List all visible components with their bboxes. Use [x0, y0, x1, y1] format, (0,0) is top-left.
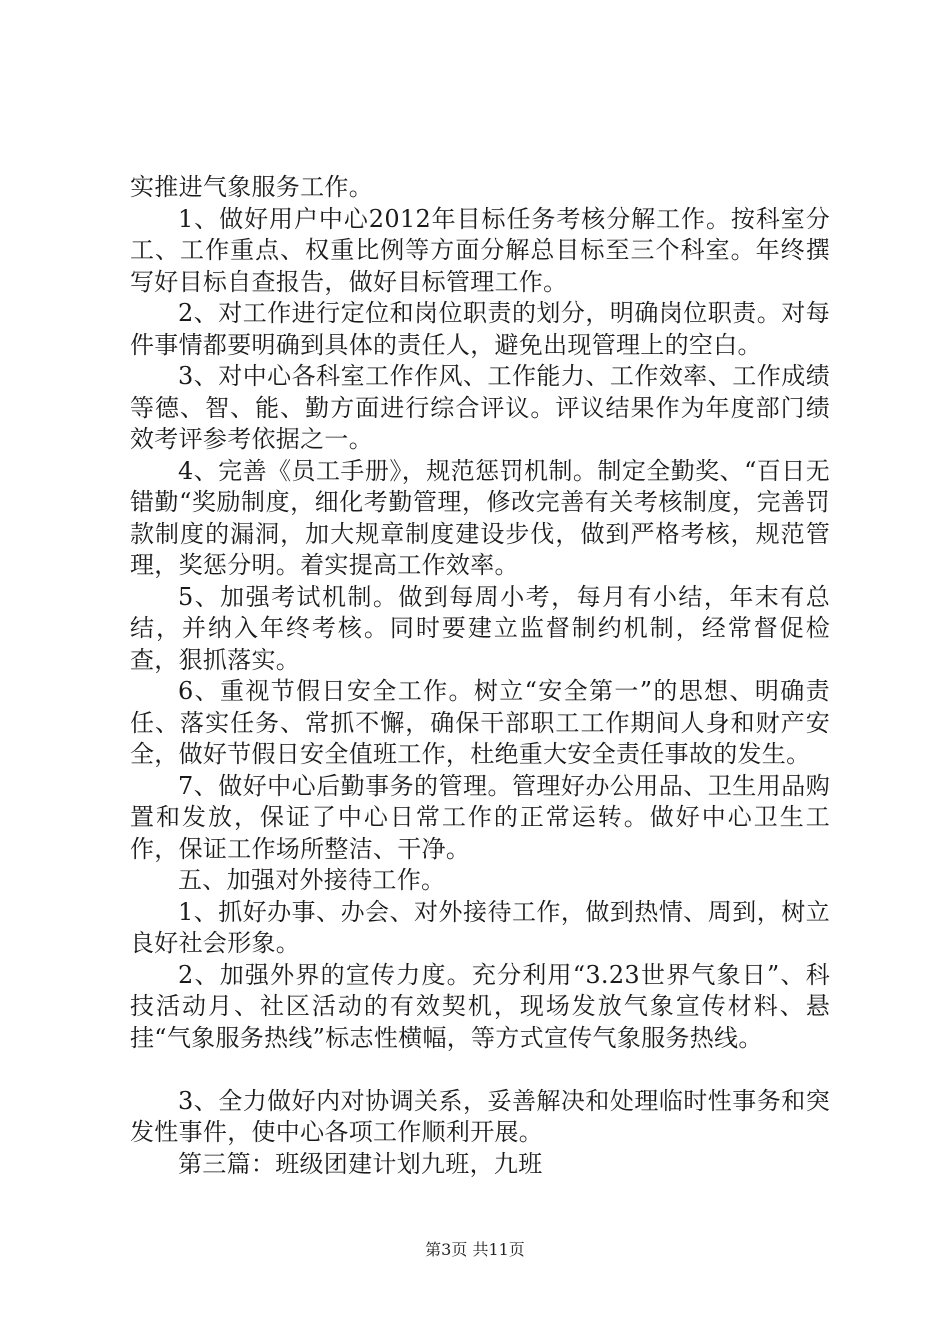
paragraph-item-4-handbook: 4、完善《员工手册》，规范惩罚机制。制定全勤奖、“百日无错勤“奖励制度，细化考勤管理，修改完善有关考核制度，完善罚款制度的漏洞，加大规章制度建设步伐，做到严格考核，规范管理，奖惩分明。着实提高工作效率。: [130, 456, 830, 579]
paragraph-item-2-positions: 2、对工作进行定位和岗位职责的划分，明确岗位职责。对每件事情都要明确到具体的责任人，避免出现管理上的空白。: [130, 299, 830, 359]
paragraph-reception-2: 2、加强外界的宣传力度。充分利用“3.23世界气象日”、科技活动月、社区活动的有效契机，现场发放气象宣传材料、悬挂“气象服务热线”标志性横幅，等方式宣传气象服务热线。: [130, 960, 830, 1052]
paragraph-item-5-exams: 5、加强考试机制。做到每周小考，每月有小结，年末有总结，并纳入年终考核。同时要建立监督制约机制，经常督促检查，狠抓落实。: [130, 582, 830, 674]
paragraph-continuation: 实推进气象服务工作。: [130, 173, 373, 201]
paragraph-item-1-targets: 1、做好用户中心2012年目标任务考核分解工作。按科室分工、工作重点、权重比例等方面分解总目标至三个科室。年终撰写好目标自查报告，做好目标管理工作。: [130, 204, 830, 296]
page-number-footer: 第3页 共11页: [425, 1240, 525, 1259]
section-heading-reception: 五、加强对外接待工作。: [178, 866, 446, 894]
paragraph-reception-1: 1、抓好办事、办会、对外接待工作，做到热情、周到，树立良好社会形象。: [130, 897, 830, 957]
paragraph-item-7-logistics: 7、做好中心后勤事务的管理。管理好办公用品、卫生用品购置和发放，保证了中心日常工作的正常运转。做好中心卫生工作，保证工作场所整洁、干净。: [130, 771, 830, 863]
paragraph-item-6-safety: 6、重视节假日安全工作。树立“安全第一”的思想、明确责任、落实任务、常抓不懈，确保干部职工工作期间人身和财产安全，做好节假日安全值班工作，杜绝重大安全责任事故的发生。: [130, 677, 830, 768]
document-body: [130, 172, 830, 1180]
next-article-heading: 第三篇：班级团建计划九班，九班: [178, 1149, 543, 1178]
paragraph-item-3-evaluation: 3、对中心各科室工作作风、工作能力、工作效率、工作成绩等德、智、能、勤方面进行综合评议。评议结果作为年度部门绩效考评参考依据之一。: [130, 362, 830, 453]
blank-line: [130, 1054, 830, 1086]
paragraph-reception-3: 3、全力做好内对协调关系，妥善解决和处理临时性事务和突发性事件，使中心各项工作顺利开展。: [130, 1086, 830, 1146]
